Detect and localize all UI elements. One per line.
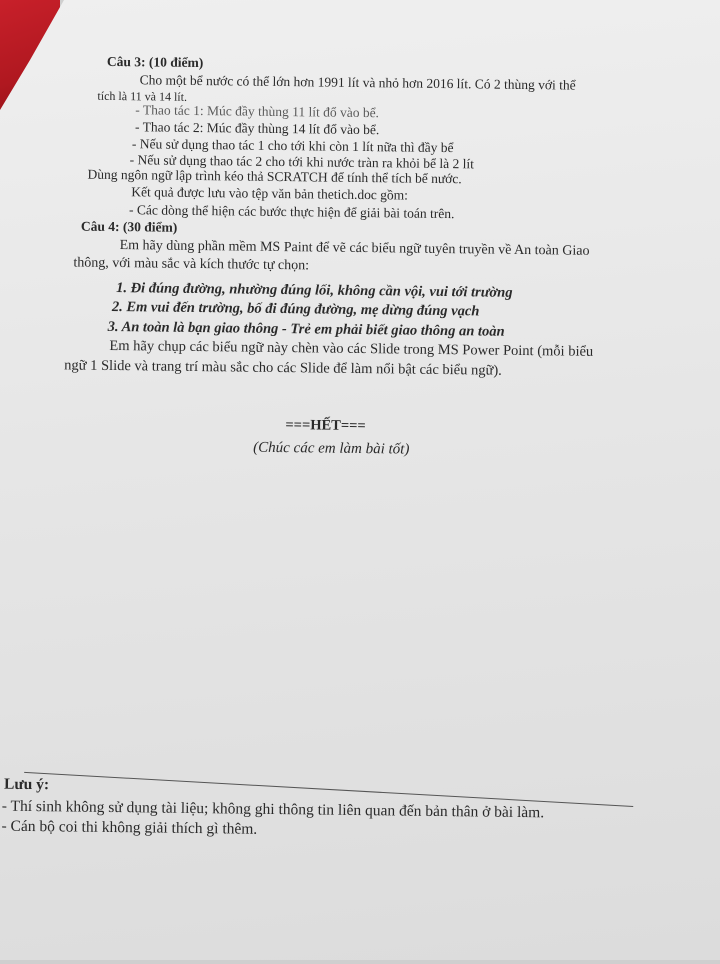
end-wish: (Chúc các em làm bài tốt) bbox=[253, 439, 410, 458]
q3-line-7: Dùng ngôn ngữ lập trình kéo thả SCRATCH để tính thể tích bể nước. bbox=[87, 166, 462, 187]
q4-intro-2: thông, với màu sắc và kích thước tự chọn: bbox=[73, 255, 310, 274]
notes-item-1: - Thí sinh không sử dụng tài liệu; không ghi thông tin liên quan đến bản thân ở bài làm. bbox=[1, 797, 545, 822]
notes-heading: Lưu ý: bbox=[3, 775, 50, 794]
q4-heading: Câu 4: (30 điểm) bbox=[80, 218, 178, 235]
q3-line-9: - Các dòng thể hiện các bước thực hiện để giải bài toán trên. bbox=[128, 202, 455, 222]
q3-line-6: - Nếu sử dụng thao tác 2 cho tới khi nước tràn ra khỏi bể là 2 lít bbox=[129, 152, 474, 172]
q4-intro-1: Em hãy dùng phần mềm MS Paint để vẽ các biểu ngữ tuyên truyền về An toàn Giao bbox=[119, 238, 590, 259]
q3-line-5: - Nếu sử dụng thao tác 1 cho tới khi còn 1 lít nữa thì đầy bể bbox=[131, 136, 454, 156]
q4-slogan-1: 1. Đi đúng đường, nhường đúng lối, không cần vội, vui tới trường bbox=[116, 280, 513, 301]
q3-heading: Câu 3: (10 điểm) bbox=[106, 53, 204, 71]
q3-line-4: - Thao tác 2: Múc đầy thùng 14 lít đổ vào bể. bbox=[135, 119, 380, 138]
q4-outro-1: Em hãy chụp các biểu ngữ này chèn vào các Slide trong MS Power Point (mỗi biểu bbox=[109, 337, 594, 360]
q3-line-3: - Thao tác 1: Múc đầy thùng 11 lít đổ vào bể. bbox=[135, 102, 380, 121]
q3-line-1: Cho một bể nước có thể lớn hơn 1991 lít và nhỏ hơn 2016 lít. Có 2 thùng với thể bbox=[139, 72, 576, 93]
q4-slogan-2: 2. Em vui đến trường, bố đi đúng đường, mẹ dừng đúng vạch bbox=[111, 298, 480, 320]
end-title: ===HẾT=== bbox=[285, 417, 366, 435]
notes-item-2: - Cán bộ coi thi không giải thích gì thêm. bbox=[1, 817, 258, 838]
q4-outro-2: ngữ 1 Slide và trang trí màu sắc cho các Slide để làm nổi bật các biểu ngữ). bbox=[64, 357, 502, 379]
q3-line-8: Kết quả được lưu vào tệp văn bản thetich.doc gồm: bbox=[131, 184, 409, 203]
q3-line-2: tích là 11 và 14 lít. bbox=[97, 88, 188, 104]
q4-slogan-3: 3. An toàn là bạn giao thông - Trẻ em phải biết giao thông an toàn bbox=[107, 318, 505, 340]
